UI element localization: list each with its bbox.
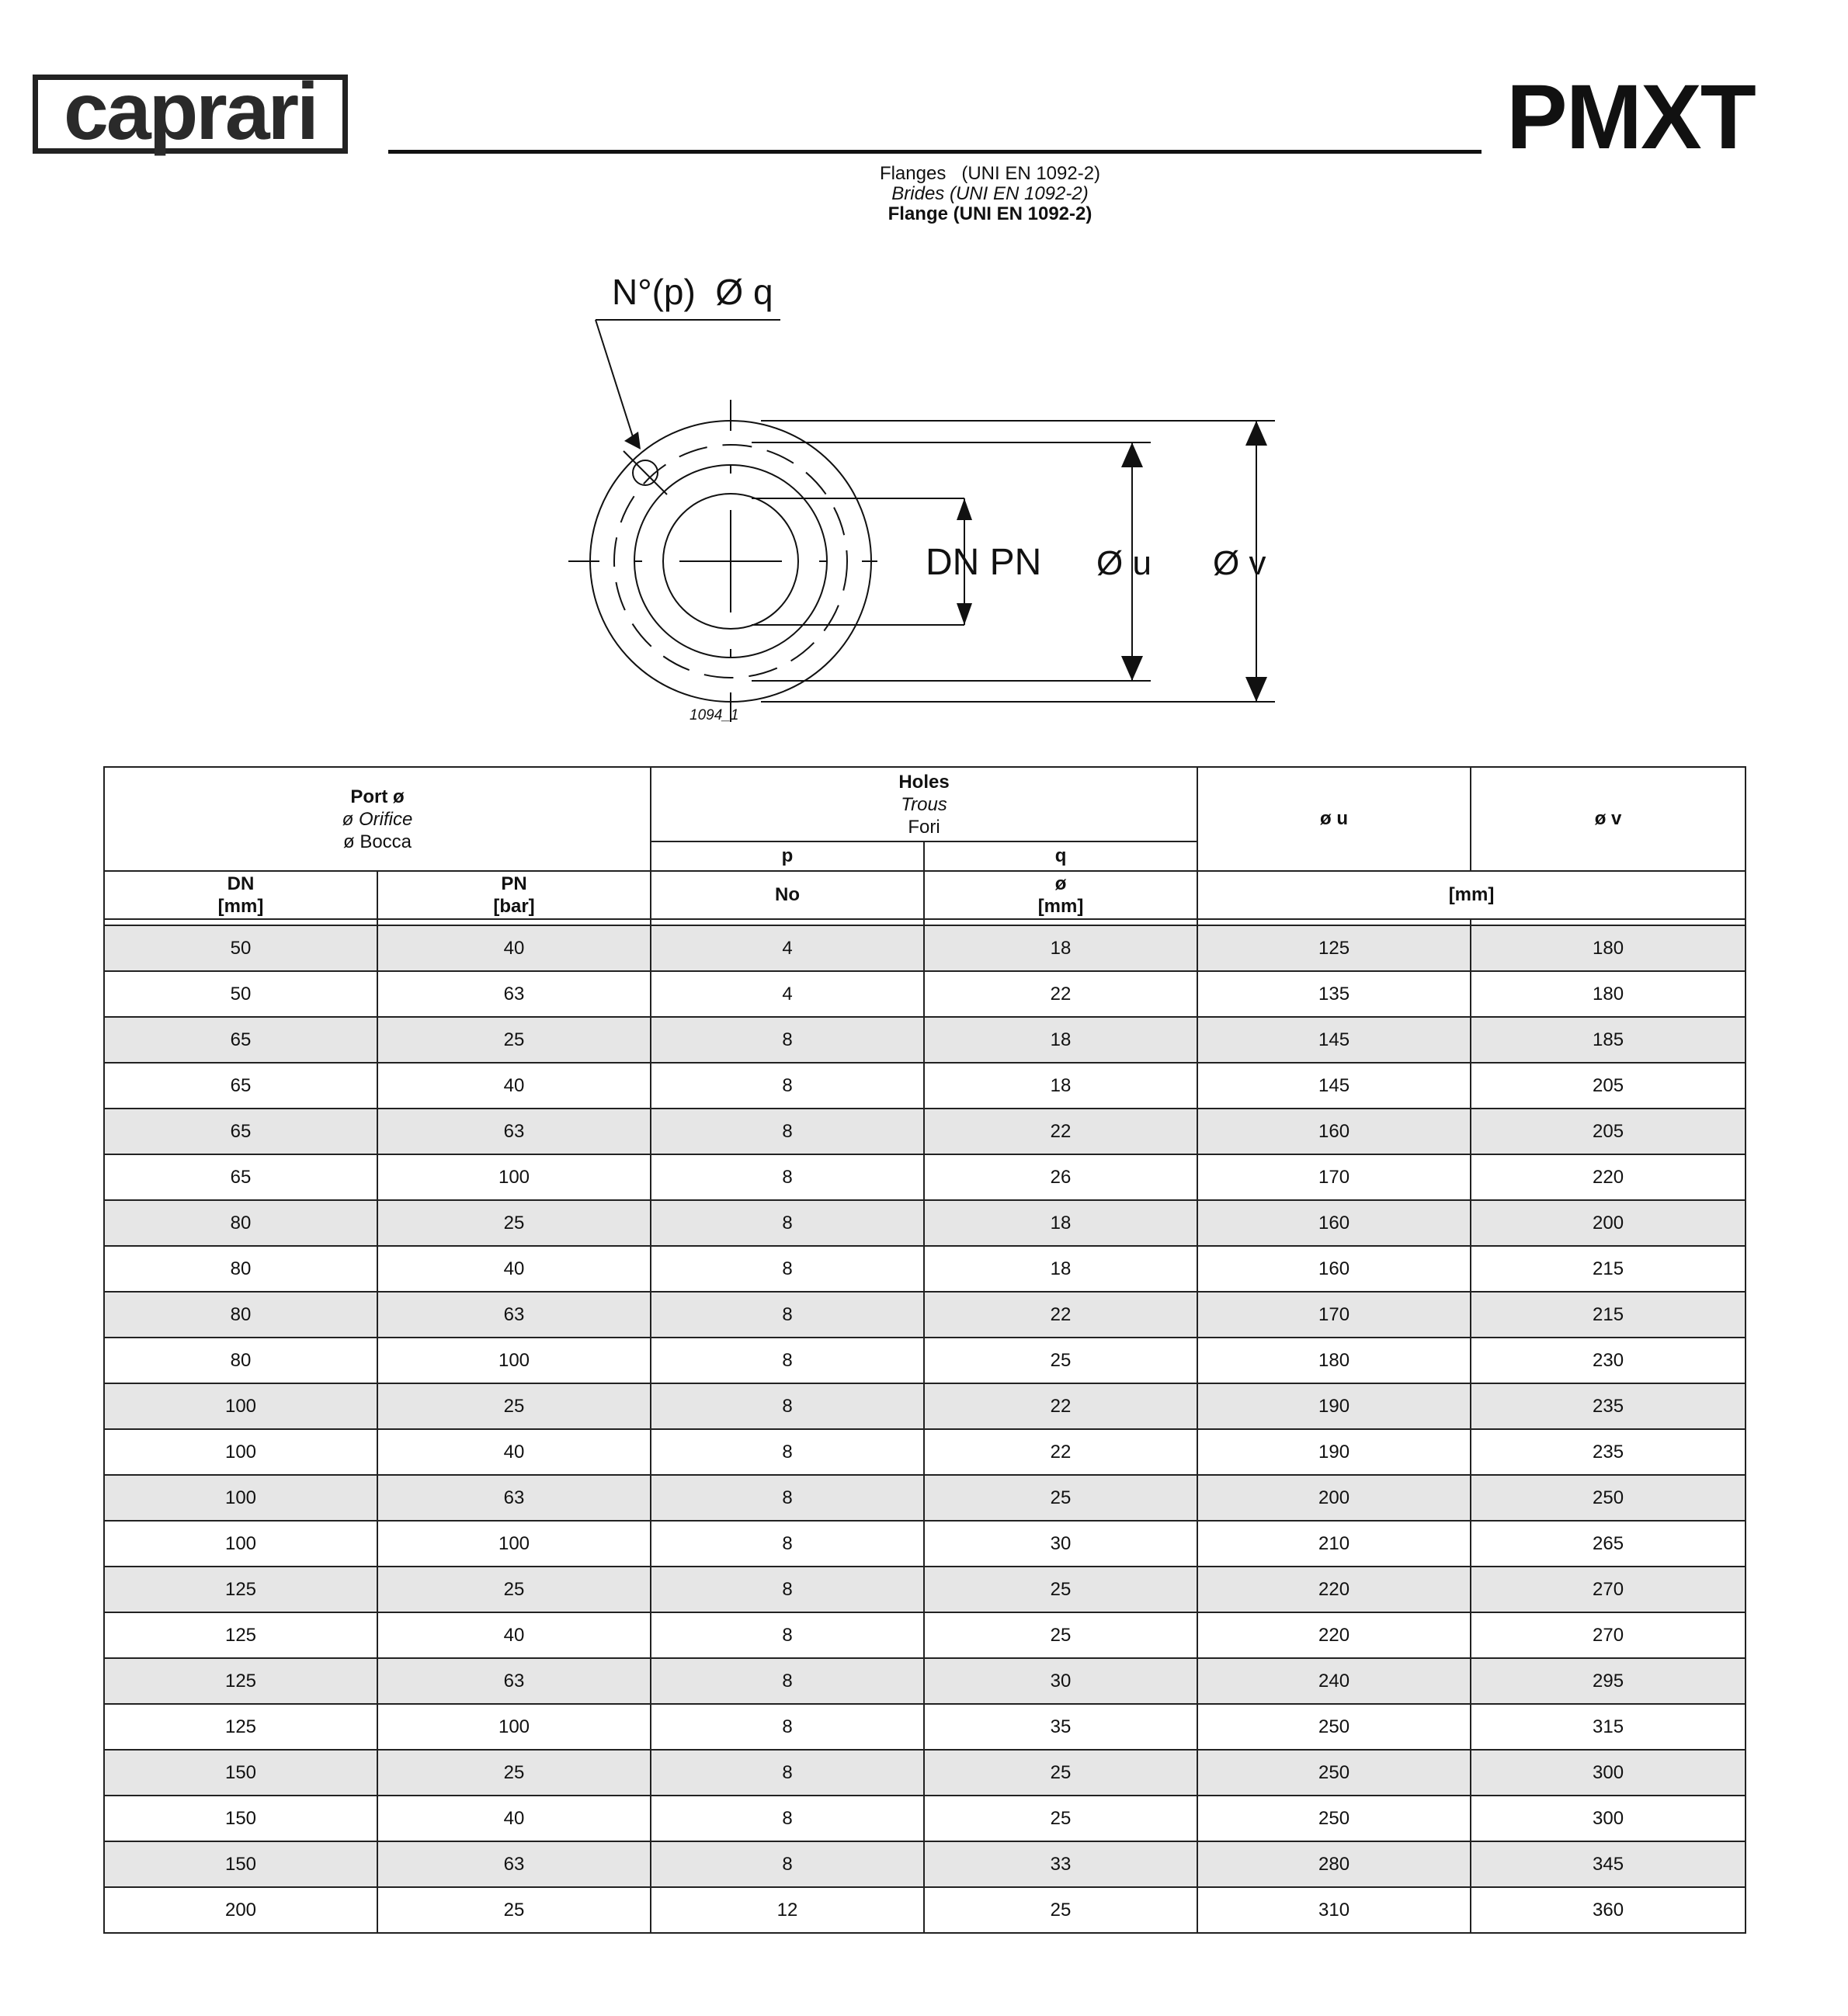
table-row (104, 1292, 1746, 1338)
cell-pn: 25 (377, 1750, 651, 1796)
table-row (104, 1750, 1746, 1796)
cell-p: 12 (651, 1887, 924, 1933)
cell-v: 265 (1471, 1521, 1746, 1567)
cell-pn: 40 (377, 1063, 651, 1109)
cell-pn: 25 (377, 1200, 651, 1246)
table-row (104, 1338, 1746, 1383)
port-fr: ø Orifice (342, 808, 413, 830)
cell-pn: 25 (377, 1017, 651, 1063)
cell-p: 8 (651, 1338, 924, 1383)
cell-p: 8 (651, 1154, 924, 1200)
cell-dn: 150 (104, 1750, 377, 1796)
q-unit-name: ø (1054, 873, 1067, 894)
cell-p: 8 (651, 1200, 924, 1246)
table-row (104, 1109, 1746, 1154)
cell-pn: 63 (377, 1658, 651, 1704)
cell-dn: 50 (104, 971, 377, 1017)
cell-p: 8 (651, 1796, 924, 1841)
table-row (104, 1246, 1746, 1292)
cell-q: 35 (924, 1704, 1197, 1750)
cell-pn: 63 (377, 1292, 651, 1338)
cell-v: 215 (1471, 1246, 1746, 1292)
cell-u: 180 (1197, 1338, 1471, 1383)
cell-u: 190 (1197, 1429, 1471, 1475)
cell-u: 250 (1197, 1704, 1471, 1750)
cell-dn: 65 (104, 1154, 377, 1200)
cell-q: 25 (924, 1750, 1197, 1796)
cell-v: 250 (1471, 1475, 1746, 1521)
cell-p: 8 (651, 1567, 924, 1612)
cell-v: 315 (1471, 1704, 1746, 1750)
table-header (104, 767, 1746, 925)
cell-v: 220 (1471, 1154, 1746, 1200)
holes-title: Holes (898, 771, 950, 793)
q-unit-unit: [mm] (1037, 896, 1084, 917)
cell-pn: 25 (377, 1567, 651, 1612)
cell-p: 4 (651, 971, 924, 1017)
cell-v: 180 (1471, 925, 1746, 971)
cell-q: 22 (924, 1429, 1197, 1475)
cell-u: 170 (1197, 1154, 1471, 1200)
cell-dn: 80 (104, 1292, 377, 1338)
title-en: Flanges (UNI EN 1092-2) (879, 163, 1101, 184)
port-it: ø Bocca (342, 831, 412, 852)
cell-u: 145 (1197, 1017, 1471, 1063)
cell-q: 30 (924, 1658, 1197, 1704)
holes-label: N°(p) Ø q (612, 272, 773, 312)
cell-u: 160 (1197, 1109, 1471, 1154)
cell-u: 220 (1197, 1612, 1471, 1658)
cell-dn: 150 (104, 1841, 377, 1887)
pn-name: PN (501, 873, 527, 894)
dn-pn-label: DN PN (926, 542, 1042, 583)
cell-q: 18 (924, 1017, 1197, 1063)
cell-pn: 100 (377, 1338, 651, 1383)
cell-dn: 65 (104, 1063, 377, 1109)
v-label: Ø v (1213, 544, 1266, 582)
table-row (104, 1796, 1746, 1841)
cell-q: 18 (924, 1246, 1197, 1292)
cell-u: 250 (1197, 1796, 1471, 1841)
cell-pn: 40 (377, 1429, 651, 1475)
cell-v: 185 (1471, 1017, 1746, 1063)
cell-q: 26 (924, 1154, 1197, 1200)
u-header: ø u (1197, 767, 1471, 871)
cell-p: 4 (651, 925, 924, 971)
cell-v: 215 (1471, 1292, 1746, 1338)
cell-p: 8 (651, 1612, 924, 1658)
cell-dn: 50 (104, 925, 377, 971)
cell-p: 8 (651, 1383, 924, 1429)
cell-dn: 125 (104, 1658, 377, 1704)
cell-u: 160 (1197, 1200, 1471, 1246)
cell-dn: 100 (104, 1429, 377, 1475)
cell-q: 25 (924, 1612, 1197, 1658)
table-row (104, 1063, 1746, 1109)
mm-header: [mm] (1197, 871, 1746, 919)
cell-pn: 63 (377, 1841, 651, 1887)
caprari-logo (33, 67, 348, 157)
cell-q: 22 (924, 971, 1197, 1017)
cell-pn: 100 (377, 1154, 651, 1200)
drawing-ref: 1094_1 (690, 707, 739, 723)
cell-p: 8 (651, 1017, 924, 1063)
cell-v: 300 (1471, 1796, 1746, 1841)
cell-q: 18 (924, 1063, 1197, 1109)
cell-pn: 63 (377, 971, 651, 1017)
table-body (104, 925, 1746, 1933)
cell-dn: 65 (104, 1109, 377, 1154)
cell-q: 30 (924, 1521, 1197, 1567)
cell-pn: 40 (377, 925, 651, 971)
cell-q: 22 (924, 1109, 1197, 1154)
table-row (104, 1521, 1746, 1567)
cell-u: 125 (1197, 925, 1471, 971)
holes-fr: Trous (901, 793, 947, 815)
cell-v: 205 (1471, 1109, 1746, 1154)
cell-q: 18 (924, 925, 1197, 971)
cell-u: 190 (1197, 1383, 1471, 1429)
cell-q: 25 (924, 1887, 1197, 1933)
cell-u: 240 (1197, 1658, 1471, 1704)
model-title: PMXT (1506, 66, 1755, 168)
cell-v: 270 (1471, 1612, 1746, 1658)
cell-p: 8 (651, 1750, 924, 1796)
cell-v: 205 (1471, 1063, 1746, 1109)
cell-u: 135 (1197, 971, 1471, 1017)
cell-dn: 100 (104, 1383, 377, 1429)
table-row (104, 1429, 1746, 1475)
cell-dn: 125 (104, 1612, 377, 1658)
cell-v: 300 (1471, 1750, 1746, 1796)
cell-u: 160 (1197, 1246, 1471, 1292)
table-row (104, 1200, 1746, 1246)
cell-q: 25 (924, 1475, 1197, 1521)
cell-dn: 65 (104, 1017, 377, 1063)
table-row (104, 1612, 1746, 1658)
pn-header (377, 871, 651, 919)
cell-q: 22 (924, 1292, 1197, 1338)
cell-u: 170 (1197, 1292, 1471, 1338)
table-row (104, 1567, 1746, 1612)
table-row (104, 1887, 1746, 1933)
cell-u: 145 (1197, 1063, 1471, 1109)
pn-unit: [bar] (493, 896, 535, 917)
cell-v: 295 (1471, 1658, 1746, 1704)
cell-p: 8 (651, 1063, 924, 1109)
table-row (104, 1658, 1746, 1704)
cell-u: 250 (1197, 1750, 1471, 1796)
dn-header (104, 871, 377, 919)
cell-v: 180 (1471, 971, 1746, 1017)
cell-pn: 25 (377, 1887, 651, 1933)
cell-pn: 40 (377, 1796, 651, 1841)
q-unit-header (924, 871, 1197, 919)
cell-v: 235 (1471, 1429, 1746, 1475)
cell-dn: 150 (104, 1796, 377, 1841)
cell-q: 33 (924, 1841, 1197, 1887)
cell-dn: 80 (104, 1338, 377, 1383)
cell-pn: 63 (377, 1109, 651, 1154)
port-header (104, 767, 651, 871)
cell-p: 8 (651, 1475, 924, 1521)
header-rule (388, 150, 1482, 154)
u-label: Ø u (1096, 544, 1152, 582)
cell-p: 8 (651, 1429, 924, 1475)
cell-u: 210 (1197, 1521, 1471, 1567)
cell-dn: 200 (104, 1887, 377, 1933)
cell-u: 220 (1197, 1567, 1471, 1612)
cell-p: 8 (651, 1109, 924, 1154)
cell-pn: 100 (377, 1521, 651, 1567)
cell-q: 22 (924, 1383, 1197, 1429)
table-row (104, 925, 1746, 971)
cell-q: 18 (924, 1200, 1197, 1246)
cell-v: 235 (1471, 1383, 1746, 1429)
document-titles (699, 164, 1281, 224)
cell-p: 8 (651, 1658, 924, 1704)
dn-name: DN (227, 873, 255, 894)
title-de: Flange (UNI EN 1092-2) (888, 203, 1092, 224)
cell-pn: 40 (377, 1246, 651, 1292)
cell-p: 8 (651, 1292, 924, 1338)
cell-pn: 40 (377, 1612, 651, 1658)
cell-u: 310 (1197, 1887, 1471, 1933)
cell-v: 360 (1471, 1887, 1746, 1933)
cell-p: 8 (651, 1841, 924, 1887)
table-row (104, 1475, 1746, 1521)
cell-dn: 80 (104, 1200, 377, 1246)
table-row (104, 971, 1746, 1017)
cell-u: 280 (1197, 1841, 1471, 1887)
cell-dn: 100 (104, 1475, 377, 1521)
table-row (104, 1383, 1746, 1429)
table-row (104, 1154, 1746, 1200)
logo-text: caprari (64, 67, 317, 157)
cell-v: 270 (1471, 1567, 1746, 1612)
cell-pn: 63 (377, 1475, 651, 1521)
flange-dimensions-table (103, 766, 1746, 1934)
cell-pn: 100 (377, 1704, 651, 1750)
header-separator (104, 919, 1746, 925)
no-header: No (651, 871, 924, 919)
title-fr: Brides (UNI EN 1092-2) (891, 183, 1089, 204)
cell-u: 200 (1197, 1475, 1471, 1521)
cell-q: 25 (924, 1796, 1197, 1841)
cell-p: 8 (651, 1704, 924, 1750)
holes-it: Fori (908, 816, 940, 838)
cell-dn: 125 (104, 1567, 377, 1612)
port-title: Port ø (350, 786, 405, 807)
cell-dn: 80 (104, 1246, 377, 1292)
flange-drawing (559, 264, 1289, 730)
cell-v: 230 (1471, 1338, 1746, 1383)
q-header: q (924, 841, 1197, 871)
table-row (104, 1017, 1746, 1063)
p-header: p (651, 841, 924, 871)
cell-p: 8 (651, 1521, 924, 1567)
dn-unit: [mm] (217, 896, 264, 917)
cell-q: 25 (924, 1338, 1197, 1383)
cell-v: 200 (1471, 1200, 1746, 1246)
holes-header (651, 767, 1197, 841)
cell-dn: 125 (104, 1704, 377, 1750)
cell-p: 8 (651, 1246, 924, 1292)
table-row (104, 1704, 1746, 1750)
v-header: ø v (1471, 767, 1746, 871)
cell-v: 345 (1471, 1841, 1746, 1887)
cell-dn: 100 (104, 1521, 377, 1567)
cell-pn: 25 (377, 1383, 651, 1429)
table-row (104, 1841, 1746, 1887)
cell-q: 25 (924, 1567, 1197, 1612)
